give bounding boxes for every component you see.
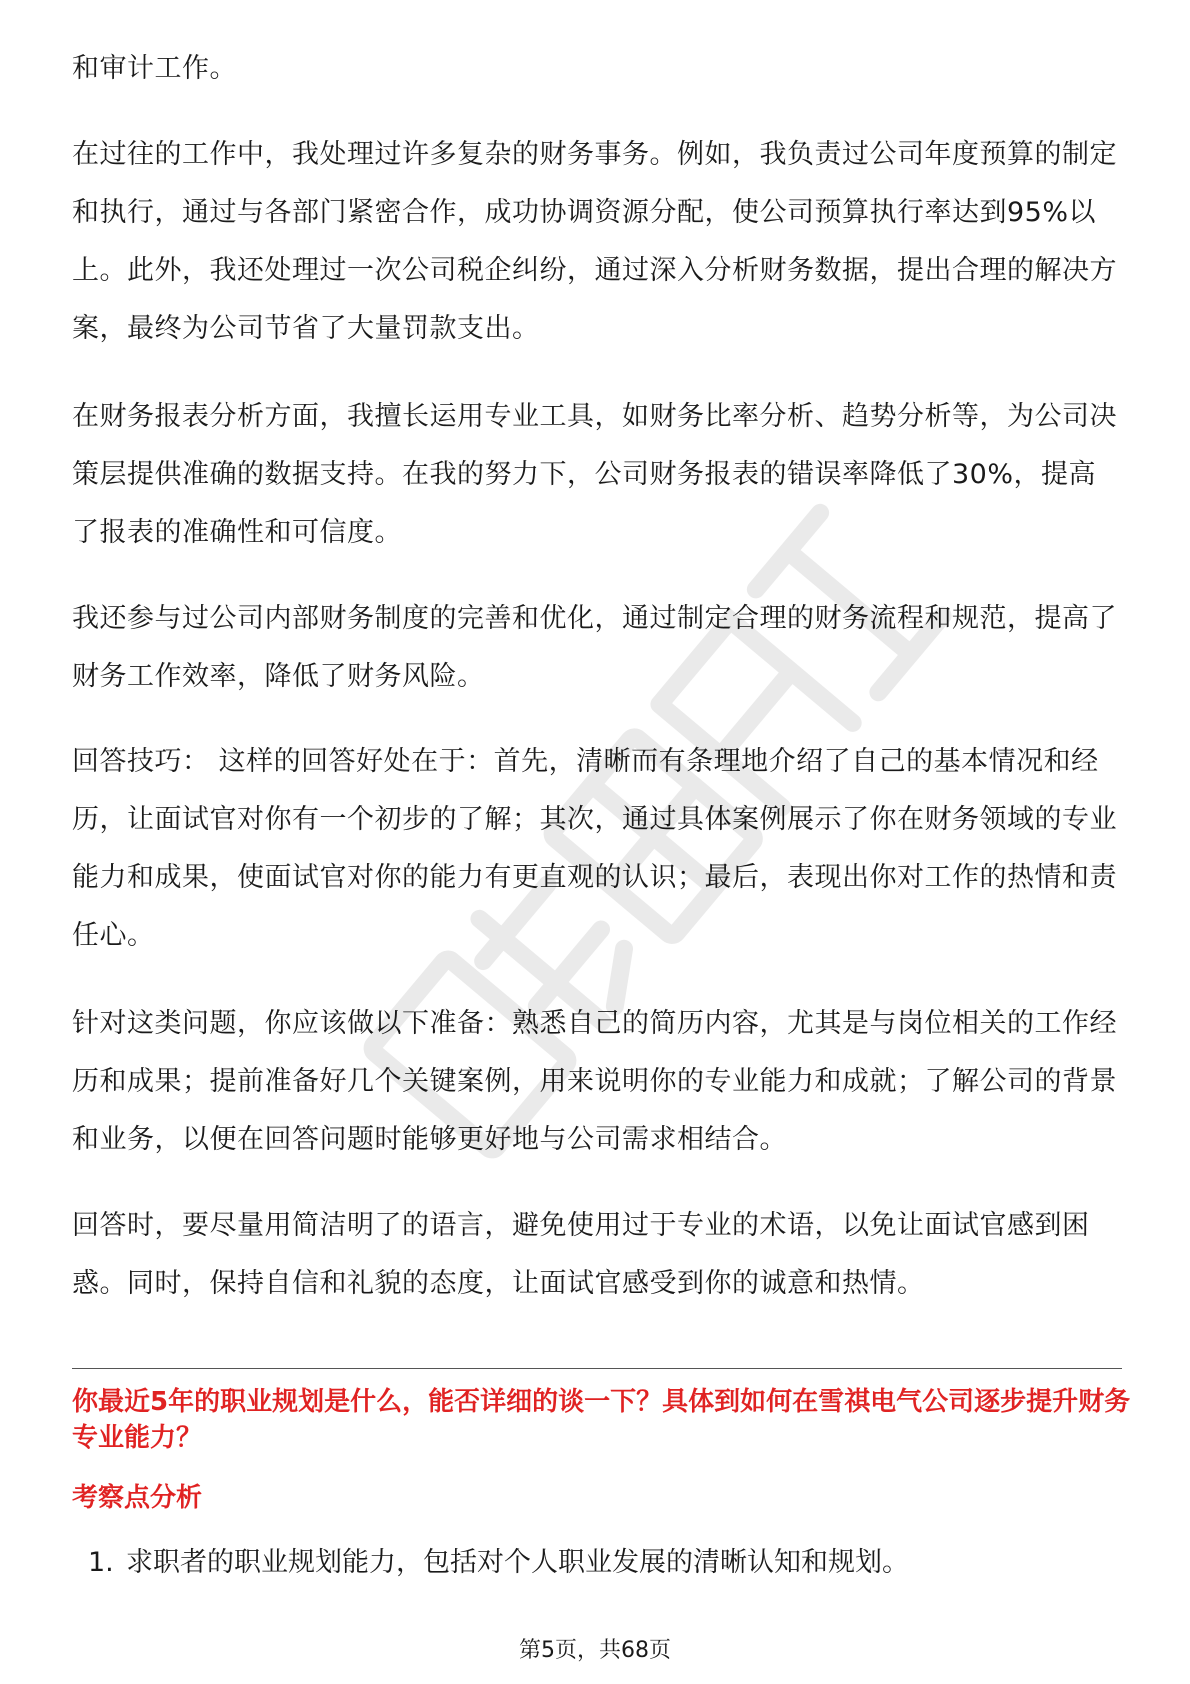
paragraph: 在过往的工作中，我处理过许多复杂的财务事务。例如，我负责过公司年度预算的制定和执行，通过与各部门紧密合作，成功协调资源分配，使公司预算执行率达到95%以上。此外，我还处理过一次公司税企纠纷，通过深入分析财务数据，提出合理的解决方案，最终为公司节省了大量罚款支出。 xyxy=(72,139,1117,344)
paragraph: 在财务报表分析方面，我擅长运用专业工具，如财务比率分析、趋势分析等，为公司决策层提供准确的数据支持。在我的努力下，公司财务报表的错误率降低了30%，提高了报表的准确性和可信度。 xyxy=(72,401,1117,548)
analysis-list xyxy=(88,1543,1108,1583)
paragraph: 我还参与过公司内部财务制度的完善和优化，通过制定合理的财务流程和规范，提高了财务工作效率，降低了财务风险。 xyxy=(72,603,1117,692)
list-item xyxy=(88,1543,1108,1583)
section-divider xyxy=(72,1368,1122,1369)
list-item-number: 1. xyxy=(88,1547,114,1578)
paragraph: 回答时，要尽量用简洁明了的语言，避免使用过于专业的术语，以免让面试官感到困惑。同时，保持自信和礼貌的态度，让面试官感受到你的诚意和热情。 xyxy=(72,1210,1090,1299)
analysis-heading: 考察点分析 xyxy=(72,1483,203,1513)
question-heading: 你最近5年的职业规划是什么，能否详细的谈一下？具体到如何在雪祺电气公司逐步提升财务专业能力？ xyxy=(72,1387,1131,1453)
page-number: 第5页，共68页 xyxy=(519,1638,671,1663)
paragraph: 和审计工作。 xyxy=(72,53,237,84)
list-item-text: 求职者的职业规划能力，包括对个人职业发展的清晰认知和规划。 xyxy=(126,1547,909,1578)
answer-tips-paragraph: 回答技巧： 这样的回答好处在于：首先，清晰而有条理地介绍了自己的基本情况和经历，让面试官对你有一个初步的了解；其次，通过具体案例展示了你在财务领域的专业能力和成果，使面试官对你的能力有更直观的认识；最后，表现出你对工作的热情和责任心。 xyxy=(72,746,1117,951)
paragraph: 针对这类问题，你应该做以下准备：熟悉自己的简历内容，尤其是与岗位相关的工作经历和成果；提前准备好几个关键案例，用来说明你的专业能力和成就；了解公司的背景和业务，以便在回答问题时能够更好地与公司需求相结合。 xyxy=(72,1008,1117,1155)
